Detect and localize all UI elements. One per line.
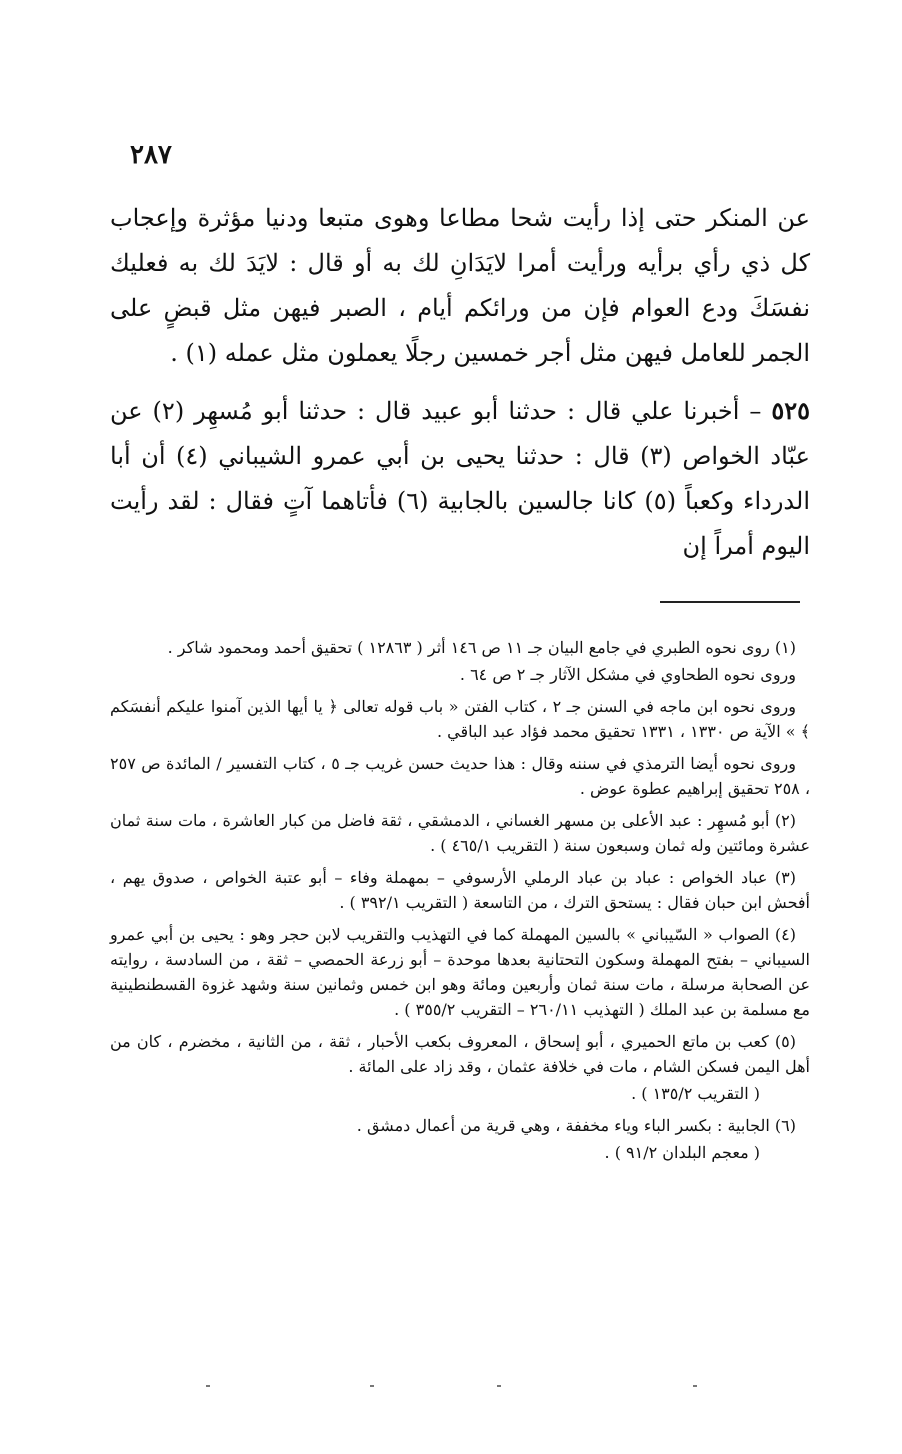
footnote-5: (٥) كعب بن ماتع الحميري ، أبو إسحاق ، المعروف بكعب الأحبار ، ثقة ، من الثانية ، مخضرم ، كان من أهل اليمن فسكن الشام ، مات في خلافة عثمان ، وقد زاد على المائة . <box>110 1032 810 1076</box>
footnote-3: (٣) عباد الخواص : عباد بن عباد الرملي الأرسوفي – بمهملة وفاء – أبو عتبة الخواص ، صدوق يهم ، أفحش ابن حبان فقال : يستحق الترك ، من التاسعة ( التقريب ٣٩٢/١ ) . <box>110 868 810 912</box>
page-number: ٢٨٧ <box>130 140 172 170</box>
footnote-1-cont: وروى نحوه ابن ماجه في السنن جـ ٢ ، كتاب الفتن « باب قوله تعالى ﴿ يا أيها الذين آمنوا عليكم أنفسَكم ﴾ » الآية ص ١٣٣٠ ، ١٣٣١ تحقيق محمد فؤاد عبد الباقي . <box>110 697 810 741</box>
scan-speck <box>497 1385 501 1387</box>
scan-speck <box>693 1385 697 1387</box>
hadith-paragraph <box>110 388 810 569</box>
footnote-1-cont: وروى نحوه الطحاوي في مشكل الآثار جـ ٢ ص ٦٤ . <box>459 665 796 684</box>
footnote-1-cont: وروى نحوه أيضا الترمذي في سننه وقال : هذا حديث حسن غريب جـ ٥ ، كتاب التفسير / المائدة ص ٢٥٧ ، ٢٥٨ تحقيق إبراهيم عطوة عوض . <box>110 754 810 798</box>
scan-speck <box>370 1385 374 1387</box>
footnote-2: (٢) أبو مُسهِر : عبد الأعلى بن مسهر الغساني ، الدمشقي ، ثقة فاضل من كبار العاشرة ، مات سنة ثمان عشرة ومائتين وله ثمان وسبعون سنة ( التقريب ٤٦٥/١ ) . <box>110 811 810 855</box>
footnote-6: (٦) الجابية : بكسر الباء وياء مخففة ، وهي قرية من أعمال دمشق . <box>356 1116 796 1135</box>
footnotes <box>110 635 810 1172</box>
hadith-number: ٥٢٥ <box>771 396 810 425</box>
footnote-4: (٤) الصواب « السّيباني » بالسين المهملة كما في التهذيب والتقريب لابن حجر وهو : يحيى بن أبي عمرو السيباني – بفتح المهملة وسكون التحتانية بعدها موحدة – أبو زرعة الحمصي – ثقة ، من السادسة ، روايته عن الصحابة مرسلة ، مات سنة ثمان وأربعين ومائة وهو ابن خمس وثمانين سنة وشهد غزوة القسطنطينية مع مسلمة بن عبد الملك ( التهذيب ٢٦٠/١١ – التقريب ٣٥٥/٢ ) . <box>110 925 810 1019</box>
footnote-5-source: ( التقريب ١٣٥/٢ ) . <box>631 1084 760 1103</box>
footnote-separator <box>660 601 800 603</box>
main-text <box>110 196 810 569</box>
footnote-1: (١) روى نحوه الطبري في جامع البيان جـ ١١ ص ١٤٦ أثر ( ١٢٨٦٣ ) تحقيق أحمد ومحمود شاكر . <box>167 638 796 657</box>
main-paragraph: عن المنكر حتى إذا رأيت شحا مطاعا وهوى متبعا ودنيا مؤثرة وإعجاب كل ذي رأي برأيه ورأيت أمرا لايَدَانِ لك به أو قال : لايَدَ لك به فعليك نفسَكَ ودع العوام فإن من ورائكم أيام ، الصبر فيهن مثل قبضٍ على الجمر للعامل فيهن مثل أجر خمسين رجلًا يعملون مثل عمله (١) . <box>110 204 810 367</box>
hadith-text: – أخبرنا علي قال : حدثنا أبو عبيد قال : حدثنا أبو مُسهِر (٢) عن عبّاد الخواص (٣) قال : حدثنا يحيى بن أبي عمرو الشيباني (٤) أن أبا الدرداء وكعباً (٥) كانا جالسين بالجابية (٦) فأتاهما آتٍ فقال : لقد رأيت اليوم أمراً إن <box>110 397 810 560</box>
footnote-6-source: ( معجم البلدان ٩١/٢ ) . <box>604 1143 760 1162</box>
scan-speck <box>206 1385 210 1387</box>
